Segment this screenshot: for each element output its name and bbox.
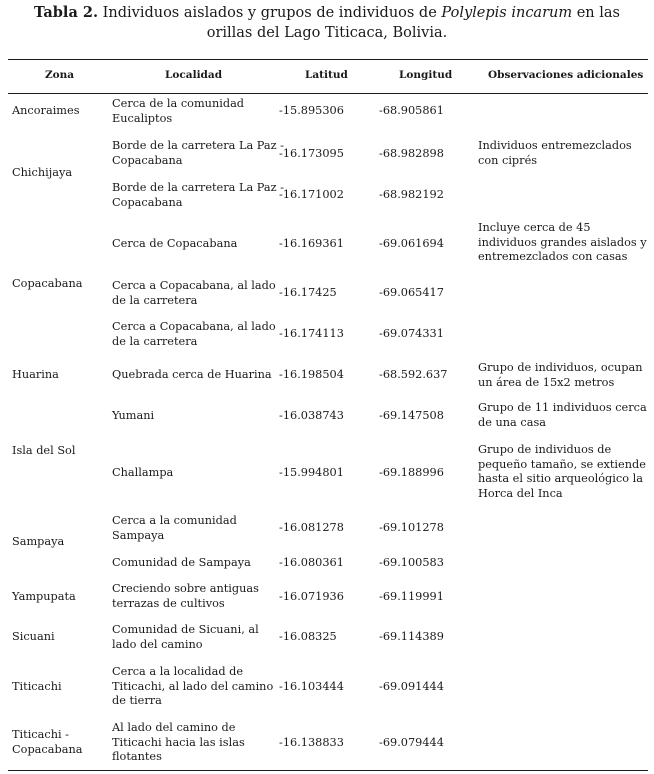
localidad-cell: Comunidad de Sampaya: [112, 556, 251, 569]
observaciones-cell: Grupo de individuos de pequeño tamaño, se extiende hasta el sitio arqueológico la Horca del Inca: [478, 443, 646, 500]
latitud-cell: -16.038743: [279, 409, 344, 422]
localidad-cell: Comunidad de Sicuani, al lado del camino: [112, 623, 259, 651]
zona-cell: Sampaya: [12, 535, 65, 548]
caption-label: Tabla 2.: [34, 4, 99, 21]
localidad-cell: Yumani: [112, 409, 155, 422]
zona-cell: Titicachi - Copacabana: [12, 728, 83, 756]
zona-cell: Copacabana: [12, 277, 83, 290]
caption-text-after: en las orillas del Lago Titicaca, Bolivia.: [206, 5, 620, 41]
header-zona: Zona: [45, 69, 75, 81]
localidad-cell: Cerca a la localidad de Titicachi, al lado del camino de tierra: [112, 665, 274, 707]
longitud-cell: -68.905861: [379, 104, 444, 117]
table-bottom-rule: [8, 770, 648, 771]
latitud-cell: -15.994801: [279, 466, 344, 479]
table-header-rule: [8, 93, 648, 94]
localidad-cell: Borde de la carretera La Paz - Copacabana: [112, 139, 284, 167]
localidad-cell: Cerca a Copacabana, al lado de la carretera: [112, 320, 276, 348]
longitud-cell: -69.091444: [379, 680, 444, 693]
localidad-cell: Challampa: [112, 466, 174, 479]
longitud-cell: -69.119991: [379, 590, 444, 603]
longitud-cell: -68.982898: [379, 147, 444, 160]
observaciones-cell: Incluye cerca de 45 individuos grandes aislados y entremezclados con casas: [478, 221, 647, 263]
localidad-cell: Cerca a la comunidad Sampaya: [112, 514, 237, 542]
longitud-cell: -69.079444: [379, 736, 444, 749]
caption-species: Polylepis incarum: [441, 5, 573, 21]
observaciones-cell: Individuos entremezclados con ciprés: [478, 139, 632, 167]
longitud-cell: -69.061694: [379, 237, 444, 250]
zona-cell: Isla del Sol: [12, 444, 76, 457]
zona-cell: Huarina: [12, 368, 59, 381]
longitud-cell: -69.101278: [379, 521, 444, 534]
observaciones-cell: Grupo de 11 individuos cerca de una casa: [478, 401, 647, 429]
longitud-cell: -69.074331: [379, 327, 444, 340]
longitud-cell: -69.100583: [379, 556, 444, 569]
localidad-cell: Creciendo sobre antiguas terrazas de cultivos: [112, 582, 259, 610]
latitud-cell: -16.138833: [279, 736, 344, 749]
observaciones-cell: Grupo de individuos, ocupan un área de 15x2 metros: [478, 361, 643, 389]
header-observaciones: Observaciones adicionales: [488, 69, 644, 81]
longitud-cell: -69.147508: [379, 409, 444, 422]
latitud-cell: -16.169361: [279, 237, 344, 250]
localidad-cell: Cerca a Copacabana, al lado de la carretera: [112, 279, 276, 307]
table-caption: [10, 3, 644, 43]
longitud-cell: -69.114389: [379, 630, 444, 643]
longitud-cell: -69.065417: [379, 286, 444, 299]
zona-cell: Yampupata: [12, 590, 76, 603]
zona-cell: Ancoraimes: [12, 104, 80, 117]
latitud-cell: -16.080361: [279, 556, 344, 569]
longitud-cell: -68.592.637: [379, 368, 448, 381]
longitud-cell: -69.188996: [379, 466, 444, 479]
localidad-cell: Quebrada cerca de Huarina: [112, 368, 272, 381]
latitud-cell: -16.17425: [279, 286, 337, 299]
header-localidad: Localidad: [165, 69, 223, 81]
longitud-cell: -68.982192: [379, 188, 444, 201]
latitud-cell: -16.174113: [279, 327, 344, 340]
localidad-cell: Al lado del camino de Titicachi hacia las islas flotantes: [112, 721, 245, 763]
latitud-cell: -16.081278: [279, 521, 344, 534]
latitud-cell: -16.071936: [279, 590, 344, 603]
zona-cell: Sicuani: [12, 630, 55, 643]
latitud-cell: -16.171002: [279, 188, 344, 201]
localidad-cell: Borde de la carretera La Paz - Copacabana: [112, 181, 284, 209]
header-longitud: Longitud: [399, 69, 453, 81]
zona-cell: Titicachi: [12, 680, 62, 693]
table-top-rule: [8, 59, 648, 60]
latitud-cell: -16.103444: [279, 680, 344, 693]
latitud-cell: -16.198504: [279, 368, 344, 381]
zona-cell: Chichijaya: [12, 166, 73, 179]
latitud-cell: -15.895306: [279, 104, 344, 117]
header-latitud: Latitud: [305, 69, 348, 81]
latitud-cell: -16.173095: [279, 147, 344, 160]
localidad-cell: Cerca de Copacabana: [112, 237, 238, 250]
localidad-cell: Cerca de la comunidad Eucaliptos: [112, 97, 245, 125]
latitud-cell: -16.08325: [279, 630, 337, 643]
caption-text-before: Individuos aislados y grupos de individuos de: [98, 5, 442, 21]
